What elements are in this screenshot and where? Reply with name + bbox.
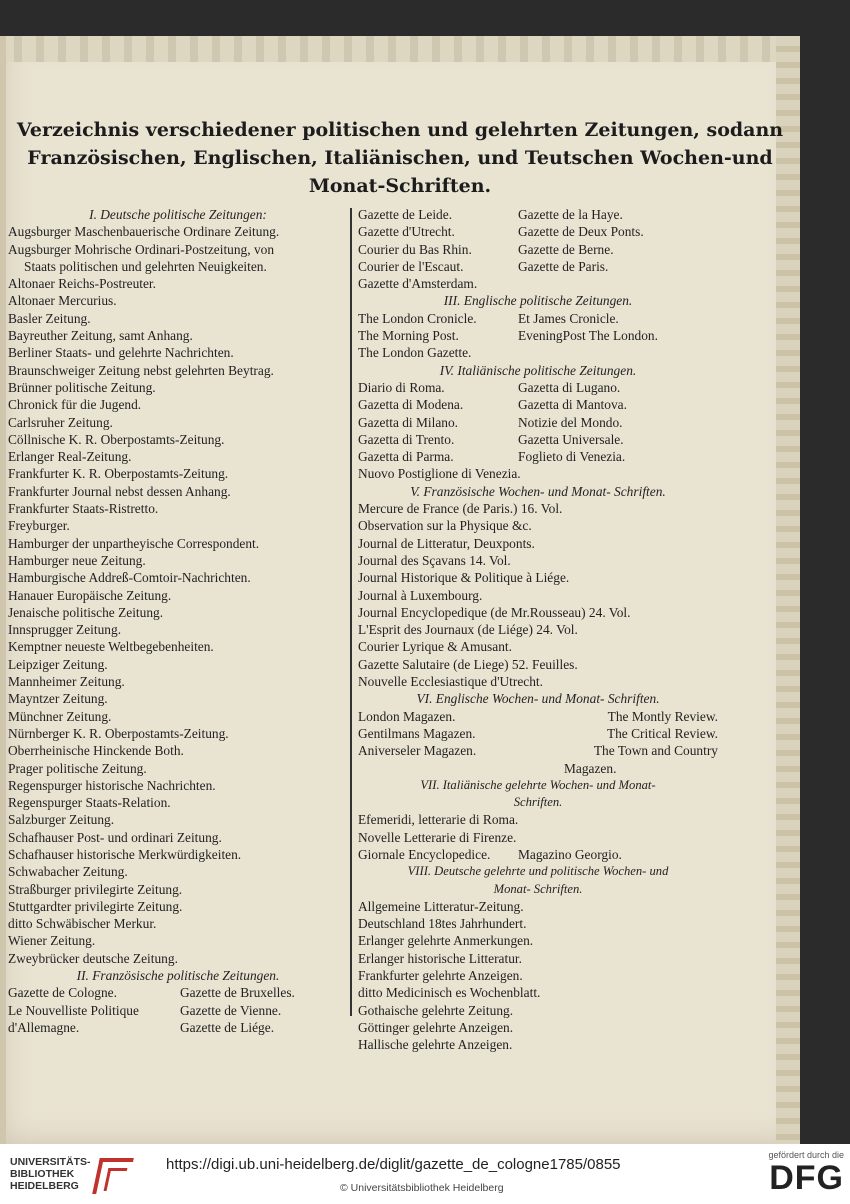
list-item bbox=[358, 708, 718, 725]
list-item: Freyburger. bbox=[8, 518, 70, 534]
list-item-right: Notizie del Mondo. bbox=[518, 414, 623, 430]
list-item bbox=[358, 431, 718, 448]
list-item-left: Gazette de Cologne. bbox=[8, 985, 117, 1001]
list-item: Münchner Zeitung. bbox=[8, 708, 112, 724]
list-item-left: Gazetta di Parma. bbox=[358, 449, 454, 465]
list-item: Erlanger Real-Zeitung. bbox=[8, 449, 132, 465]
list-item: Courier Lyrique & Amusant. bbox=[358, 639, 512, 655]
list-item: Göttinger gelehrte Anzeigen. bbox=[358, 1019, 514, 1035]
section-heading-french-political: II. Französische politische Zeitungen. bbox=[76, 968, 280, 984]
list-item bbox=[358, 206, 718, 223]
list-item bbox=[358, 223, 718, 240]
list-item: Gazette d'Amsterdam. bbox=[358, 276, 478, 292]
list-item-right: The Montly Review. bbox=[607, 708, 718, 724]
list-item: Augsburger Maschenbauerische Ordinare Zeitung. bbox=[8, 224, 280, 240]
list-item-right: Gazetta Universale. bbox=[518, 431, 624, 447]
dfg-wordmark: DFG bbox=[769, 1159, 844, 1197]
italian-papers-list bbox=[358, 379, 718, 465]
list-item: ditto Schwäbischer Merkur. bbox=[8, 916, 157, 932]
scanned-page bbox=[0, 36, 800, 1144]
list-item-left: Gazetta di Modena. bbox=[358, 397, 464, 413]
section-heading-french-weekly: V. Französische Wochen- und Monat- Schriften. bbox=[410, 483, 666, 499]
list-item-right: The Critical Review. bbox=[606, 725, 718, 741]
dfg-logo[interactable] bbox=[748, 1150, 844, 1200]
list-item: Hamburger der unpartheyische Correspondent. bbox=[8, 535, 260, 551]
university-library-logo[interactable] bbox=[10, 1156, 150, 1196]
list-item: Stuttgardter privilegirte Zeitung. bbox=[8, 898, 183, 914]
list-item bbox=[358, 379, 718, 396]
list-item-right: Gazette de la Haye. bbox=[518, 207, 623, 222]
section-heading-german-political: I. Deutsche politische Zeitungen: bbox=[89, 207, 267, 222]
section-heading-italian-weekly: VII. Italiänische gelehrte Wochen- und Monat- bbox=[420, 777, 656, 792]
section-heading-german-weekly: VIII. Deutsche gelehrte und politische Wochen- und bbox=[407, 864, 669, 879]
list-item: Kemptner neueste Weltbegebenheiten. bbox=[8, 639, 214, 655]
list-item-right: Magazino Georgio. bbox=[518, 846, 622, 862]
list-item: Hamburger neue Zeitung. bbox=[8, 552, 146, 568]
list-item: Schwabacher Zeitung. bbox=[8, 864, 128, 880]
list-item-right: Gazette de Deux Ponts. bbox=[518, 224, 644, 240]
list-item: Journal Encyclopedique (de Mr.Rousseau) 24. Vol. bbox=[358, 604, 631, 620]
copyright-notice: © Universitätsbibliothek Heidelberg bbox=[340, 1182, 504, 1194]
list-item: Journal de Litteratur, Deuxponts. bbox=[358, 535, 535, 551]
list-item-right: Gazette de Berne. bbox=[518, 241, 614, 257]
list-item-right: Foglieto di Venezia. bbox=[518, 449, 626, 465]
list-item: Regenspurger Staats-Relation. bbox=[8, 795, 171, 811]
english-papers-list bbox=[358, 310, 718, 345]
list-item-left: Gentilmans Magazen. bbox=[358, 725, 476, 741]
list-item: Wiener Zeitung. bbox=[8, 933, 96, 949]
list-item: Observation sur la Physique &c. bbox=[358, 518, 532, 534]
list-item: Prager politische Zeitung. bbox=[8, 760, 147, 776]
list-item: Journal à Luxembourg. bbox=[358, 587, 483, 603]
list-item: Nürnberger K. R. Oberpostamts-Zeitung. bbox=[8, 725, 229, 741]
list-item: Straßburger privilegirte Zeitung. bbox=[8, 881, 183, 897]
viewer-footer bbox=[0, 1144, 850, 1204]
list-item: Hamburgische Addreß-Comtoir-Nachrichten. bbox=[8, 570, 251, 586]
french-papers-list bbox=[8, 984, 348, 1036]
list-item: Frankfurter K. R. Oberpostamts-Zeitung. bbox=[8, 466, 229, 482]
permalink-url[interactable]: https://digi.ub.uni-heidelberg.de/diglit/gazette_de_cologne1785/0855 bbox=[166, 1156, 621, 1173]
english-weekly-list bbox=[358, 708, 718, 760]
list-item: Gothaische gelehrte Zeitung. bbox=[358, 1002, 514, 1018]
list-item-right: Gazette de Liége. bbox=[180, 1019, 275, 1035]
list-item bbox=[358, 258, 718, 275]
list-item: L'Esprit des Journaux (de Liége) 24. Vol. bbox=[358, 622, 578, 638]
list-item: Erlanger historische Litteratur. bbox=[358, 950, 522, 966]
list-item: Carlsruher Zeitung. bbox=[8, 414, 113, 430]
list-item-left: Courier de l'Escaut. bbox=[358, 258, 464, 274]
list-item-right: EveningPost The London. bbox=[518, 328, 658, 344]
french-weekly-list bbox=[358, 500, 718, 690]
list-item: Regenspurger historische Nachrichten. bbox=[8, 777, 216, 793]
list-item: Hallische gelehrte Anzeigen. bbox=[358, 1037, 513, 1053]
list-item: Cöllnische K. R. Oberpostamts-Zeitung. bbox=[8, 431, 225, 447]
list-item: Novelle Letterarie di Firenze. bbox=[358, 829, 517, 845]
list-item: Erlanger gelehrte Anmerkungen. bbox=[358, 933, 534, 949]
list-item: Magazen. bbox=[564, 760, 617, 776]
paper-edge-left bbox=[0, 36, 6, 1144]
italian-weekly-list bbox=[358, 811, 718, 846]
list-item bbox=[358, 396, 718, 413]
list-item: Gazette Salutaire (de Liege) 52. Feuilles. bbox=[358, 656, 578, 672]
list-item: Mayntzer Zeitung. bbox=[8, 691, 108, 707]
list-item-right: Et James Cronicle. bbox=[518, 310, 619, 326]
list-item: Oberrheinische Hinckende Both. bbox=[8, 743, 184, 759]
list-item-left: d'Allemagne. bbox=[8, 1019, 80, 1035]
list-item-left: Aniverseler Magazen. bbox=[358, 743, 477, 759]
list-item-left: Gazetta di Milano. bbox=[358, 414, 459, 430]
list-item-right: The Town and Country bbox=[593, 743, 718, 759]
list-item bbox=[358, 742, 718, 759]
list-item bbox=[8, 1002, 348, 1019]
list-item: Schafhauser Post- und ordinari Zeitung. bbox=[8, 829, 222, 845]
list-item: ditto Medicinisch es Wochenblatt. bbox=[358, 985, 541, 1001]
list-item-right: Gazette de Bruxelles. bbox=[180, 985, 295, 1001]
list-item: Efemeridi, letterarie di Roma. bbox=[358, 812, 519, 828]
list-item: Brünner politische Zeitung. bbox=[8, 379, 156, 395]
list-item: Berliner Staats- und gelehrte Nachrichten. bbox=[8, 345, 234, 361]
list-item-left: The Morning Post. bbox=[358, 328, 459, 344]
list-item-left: Gazetta di Trento. bbox=[358, 431, 455, 447]
list-item-left: Le Nouvelliste Politique bbox=[8, 1002, 139, 1018]
list-item: Basler Zeitung. bbox=[8, 310, 91, 326]
list-item bbox=[358, 310, 718, 327]
list-item-right: Gazetta di Lugano. bbox=[518, 379, 621, 395]
list-item: Schafhauser historische Merkwürdigkeiten. bbox=[8, 846, 242, 862]
list-item-left: Gazette d'Utrecht. bbox=[358, 224, 455, 240]
list-item: Mercure de France (de Paris.) 16. Vol. bbox=[358, 501, 563, 517]
list-item: Altonaer Reichs-Postreuter. bbox=[8, 276, 157, 292]
list-item bbox=[358, 327, 718, 344]
list-item: Journal des Sçavans 14. Vol. bbox=[358, 552, 511, 568]
left-column bbox=[8, 206, 348, 1036]
list-item-right: Gazette de Paris. bbox=[518, 258, 609, 274]
list-item: Leipziger Zeitung. bbox=[8, 656, 108, 672]
list-item: Frankfurter gelehrte Anzeigen. bbox=[358, 968, 523, 984]
list-item-left: Giornale Encyclopedice. bbox=[358, 846, 491, 862]
list-item: Deutschland 18tes Jahrhundert. bbox=[358, 916, 527, 932]
list-item: Braunschweiger Zeitung nebst gelehrten Beytrag. bbox=[8, 362, 274, 378]
list-item: Frankfurter Journal nebst dessen Anhang. bbox=[8, 483, 231, 499]
list-item bbox=[358, 725, 718, 742]
list-item: Hanauer Europäische Zeitung. bbox=[8, 587, 172, 603]
list-item: Nuovo Postiglione di Venezia. bbox=[358, 466, 521, 482]
page-title: Verzeichnis verschiedener politischen und gelehrten Zeitungen, sodann Französischen, Englischen, Italiänischen, und Teutschen Wochen-und Monat-Schriften. bbox=[16, 119, 784, 197]
list-item bbox=[358, 846, 718, 863]
list-item bbox=[8, 984, 348, 1001]
list-item: Augsburger Mohrische Ordinari-Postzeitung, von bbox=[8, 241, 275, 257]
list-item: Zweybrücker deutsche Zeitung. bbox=[8, 950, 178, 966]
list-item: Innsprugger Zeitung. bbox=[8, 622, 122, 638]
column-divider bbox=[350, 208, 352, 1016]
list-item: The London Gazette. bbox=[358, 345, 472, 361]
section-heading-german-weekly-cont: Monat- Schriften. bbox=[493, 881, 583, 896]
paper-edge-top bbox=[0, 36, 800, 62]
gazette-list bbox=[358, 206, 718, 275]
list-item bbox=[8, 1019, 348, 1036]
right-column bbox=[358, 206, 718, 1054]
logo-text-line: UNIVERSITÄTS- bbox=[10, 1156, 91, 1168]
list-item: Allgemeine Litteratur-Zeitung. bbox=[358, 898, 524, 914]
list-item bbox=[358, 241, 718, 258]
section-heading-english-weekly: VI. Englische Wochen- und Monat- Schriften. bbox=[416, 691, 660, 707]
list-item-right: Gazetta di Mantova. bbox=[518, 397, 627, 413]
logo-text-line: HEIDELBERG bbox=[10, 1180, 79, 1192]
list-item: Journal Historique & Politique à Liége. bbox=[358, 570, 570, 586]
list-item: Staats politischen und gelehrten Neuigkeiten. bbox=[24, 258, 267, 274]
list-item bbox=[358, 448, 718, 465]
list-item: Chronick für die Jugend. bbox=[8, 397, 142, 413]
list-item: Jenaische politische Zeitung. bbox=[8, 604, 164, 620]
list-item-left: Diario di Roma. bbox=[358, 379, 445, 395]
section-heading-english-political: III. Englische politische Zeitungen. bbox=[443, 293, 633, 309]
list-item: Bayreuther Zeitung, samt Anhang. bbox=[8, 328, 193, 344]
list-item: Salzburger Zeitung. bbox=[8, 812, 115, 828]
list-item: Altonaer Mercurius. bbox=[8, 293, 117, 309]
funded-by-label: gefördert durch die bbox=[768, 1150, 844, 1160]
logo-text-line: BIBLIOTHEK bbox=[10, 1168, 75, 1180]
list-item: Nouvelle Ecclesiastique d'Utrecht. bbox=[358, 674, 543, 690]
list-item bbox=[358, 414, 718, 431]
list-item-right: Gazette de Vienne. bbox=[180, 1002, 282, 1018]
german-weekly-list bbox=[358, 898, 718, 1054]
list-item-left: The London Cronicle. bbox=[358, 310, 477, 326]
german-papers-list bbox=[8, 223, 348, 967]
list-item: Mannheimer Zeitung. bbox=[8, 674, 125, 690]
list-item-left: Courier du Bas Rhin. bbox=[358, 241, 472, 257]
section-heading-italian-weekly-cont: Schriften. bbox=[513, 795, 563, 810]
list-item-left: London Magazen. bbox=[358, 708, 456, 724]
section-heading-italian-political: IV. Italiänische politische Zeitungen. bbox=[439, 362, 637, 378]
list-item-left: Gazette de Leide. bbox=[358, 207, 453, 222]
list-item: Frankfurter Staats-Ristretto. bbox=[8, 501, 159, 517]
paper-edge-right bbox=[776, 36, 800, 1144]
